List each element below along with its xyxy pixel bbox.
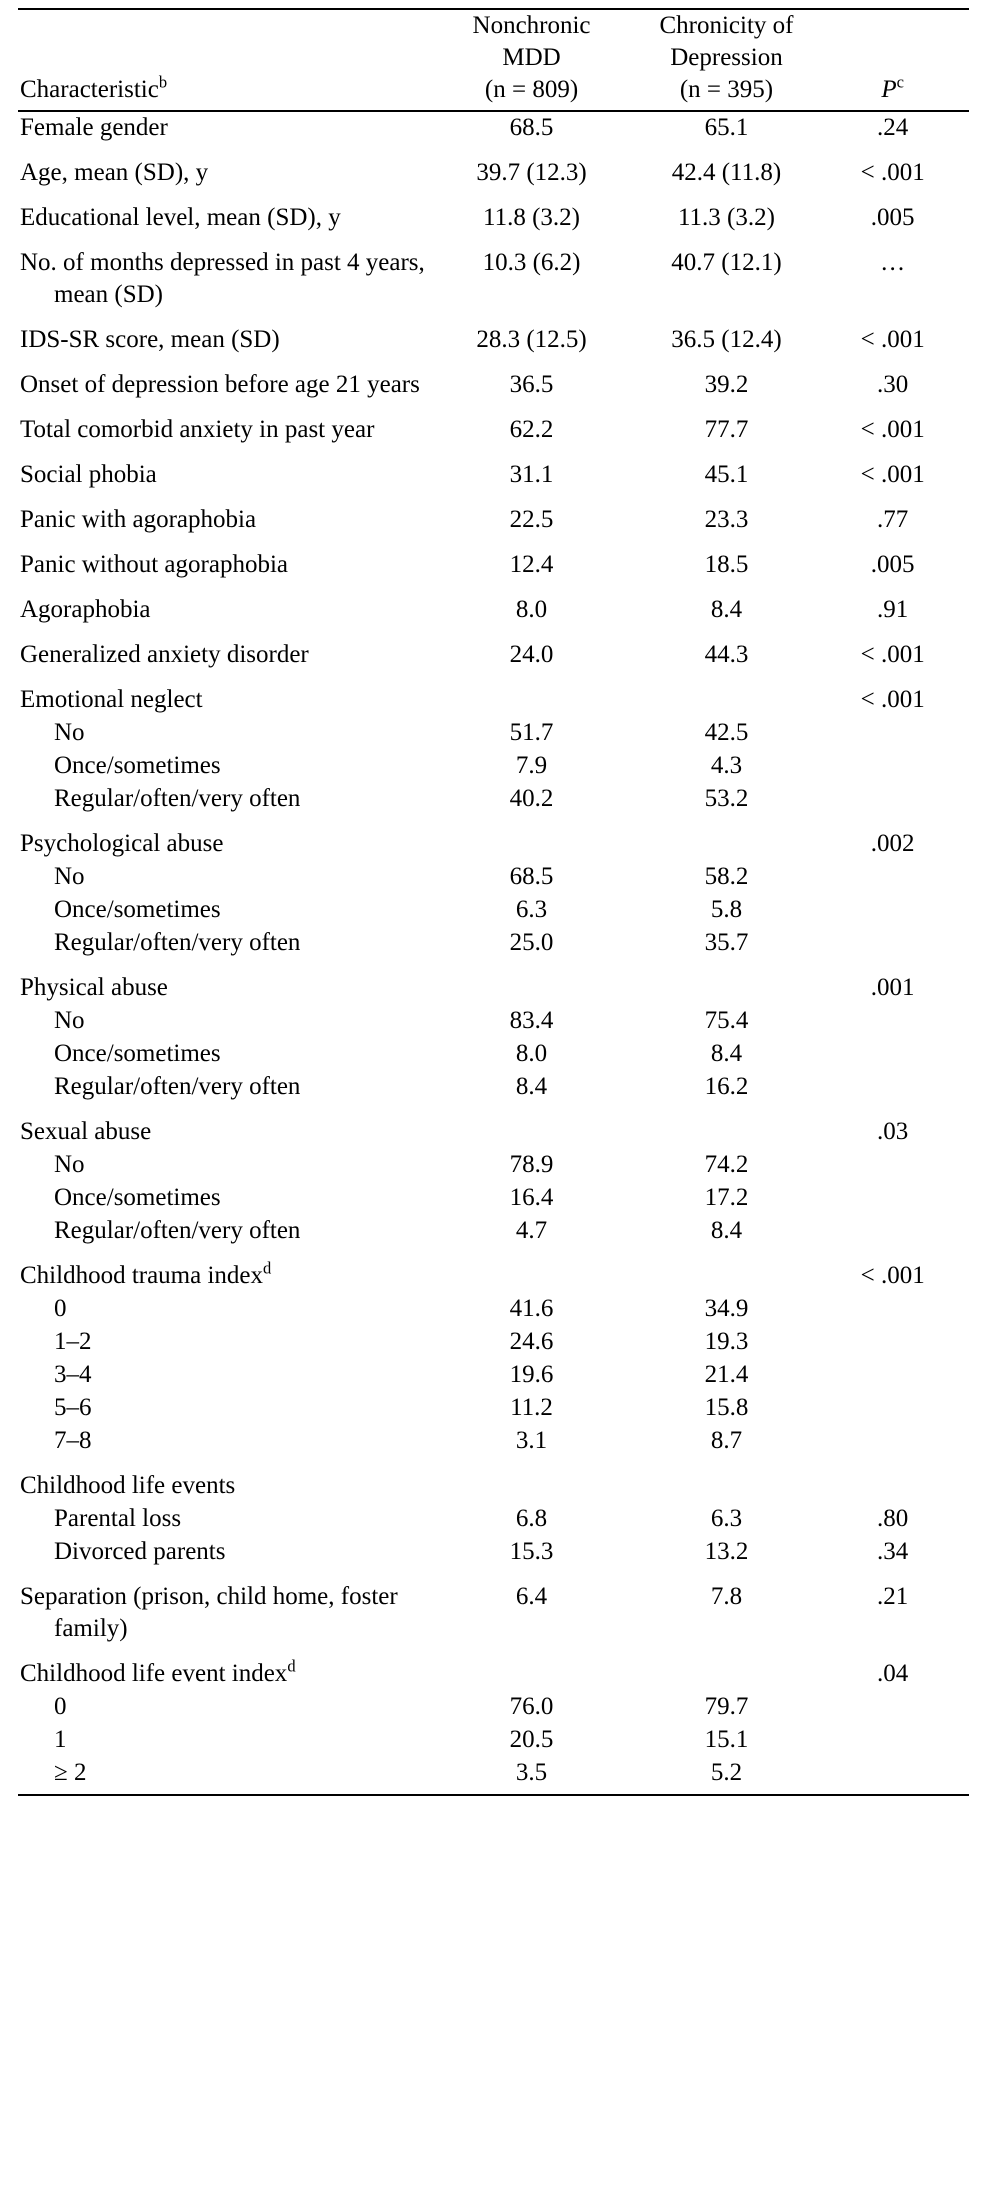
table-row bbox=[18, 1004, 969, 1037]
table-row bbox=[18, 446, 969, 491]
table-header bbox=[18, 9, 969, 111]
value-chronic bbox=[627, 959, 827, 1004]
row-label bbox=[18, 446, 436, 491]
row-label-text: 1–2 bbox=[54, 1328, 92, 1355]
value-chronic bbox=[627, 1103, 827, 1148]
value-chronic: 77.7 bbox=[704, 416, 749, 443]
value-chronic: 6.3 bbox=[710, 1505, 743, 1532]
column-header-nonchronic bbox=[436, 9, 626, 111]
row-label bbox=[18, 536, 436, 581]
characteristics-table bbox=[18, 8, 969, 1796]
value-nonchronic: 6.8 bbox=[515, 1505, 548, 1532]
table-row bbox=[18, 1292, 969, 1325]
value-pvalue bbox=[826, 926, 969, 959]
row-label bbox=[18, 893, 436, 926]
value-chronic: 15.1 bbox=[704, 1726, 749, 1753]
row-label bbox=[18, 1723, 436, 1756]
value-pvalue bbox=[826, 716, 969, 749]
value-nonchronic: 76.0 bbox=[509, 1693, 554, 1720]
footnote-marker-b: b bbox=[158, 72, 168, 92]
row-label bbox=[18, 111, 436, 144]
row-label-text: Separation (prison, child home, foster family) bbox=[20, 1583, 398, 1642]
column-header-characteristic bbox=[18, 9, 436, 111]
value-pvalue: .24 bbox=[877, 114, 909, 141]
value-nonchronic bbox=[436, 959, 626, 1004]
row-label-text: 0 bbox=[54, 1295, 67, 1322]
row-label bbox=[18, 1292, 436, 1325]
value-chronic: 74.2 bbox=[704, 1151, 749, 1178]
row-label bbox=[18, 1181, 436, 1214]
value-nonchronic: 25.0 bbox=[509, 929, 554, 956]
value-pvalue bbox=[826, 1292, 969, 1325]
value-pvalue: .005 bbox=[870, 551, 915, 578]
row-label-text: Generalized anxiety disorder bbox=[20, 641, 309, 668]
value-pvalue: .04 bbox=[877, 1660, 909, 1687]
row-label-text: Sexual abuse bbox=[20, 1118, 152, 1145]
value-nonchronic: 11.8 (3.2) bbox=[483, 204, 581, 231]
value-nonchronic: 19.6 bbox=[509, 1361, 554, 1388]
column-header-chronic bbox=[627, 9, 827, 111]
row-label bbox=[18, 1457, 436, 1502]
table-row bbox=[18, 1723, 969, 1756]
table-row bbox=[18, 1391, 969, 1424]
value-pvalue bbox=[826, 1037, 969, 1070]
value-chronic: 4.3 bbox=[710, 752, 743, 779]
table-row bbox=[18, 1037, 969, 1070]
table-row bbox=[18, 749, 969, 782]
table-row bbox=[18, 1214, 969, 1247]
value-pvalue bbox=[826, 782, 969, 815]
row-label bbox=[18, 782, 436, 815]
value-pvalue: < .001 bbox=[860, 416, 925, 443]
table-row bbox=[18, 1424, 969, 1457]
value-pvalue bbox=[826, 860, 969, 893]
value-nonchronic: 7.9 bbox=[515, 752, 548, 779]
row-label bbox=[18, 671, 436, 716]
value-nonchronic: 16.4 bbox=[509, 1184, 554, 1211]
row-label-text: Total comorbid anxiety in past year bbox=[20, 416, 375, 443]
value-nonchronic: 83.4 bbox=[509, 1007, 554, 1034]
value-pvalue bbox=[826, 1723, 969, 1756]
table-row bbox=[18, 189, 969, 234]
row-label-text: Female gender bbox=[20, 114, 168, 141]
value-pvalue: .91 bbox=[877, 596, 909, 623]
row-label-text: No bbox=[54, 863, 85, 890]
table-row bbox=[18, 1148, 969, 1181]
row-label-text: Psychological abuse bbox=[20, 830, 224, 857]
table-row bbox=[18, 111, 969, 144]
table-row bbox=[18, 1568, 969, 1645]
value-chronic bbox=[627, 1247, 827, 1292]
value-chronic: 34.9 bbox=[704, 1295, 749, 1322]
column-header-pvalue bbox=[826, 9, 969, 111]
table-row bbox=[18, 1645, 969, 1690]
value-chronic: 42.4 (11.8) bbox=[671, 159, 782, 186]
value-nonchronic: 6.3 bbox=[515, 896, 548, 923]
table-row bbox=[18, 401, 969, 446]
value-pvalue: .80 bbox=[877, 1505, 909, 1532]
value-chronic: 18.5 bbox=[704, 551, 749, 578]
value-nonchronic: 51.7 bbox=[509, 719, 554, 746]
value-pvalue bbox=[826, 1070, 969, 1103]
table-row bbox=[18, 626, 969, 671]
value-chronic: 8.4 bbox=[710, 596, 743, 623]
value-nonchronic: 4.7 bbox=[515, 1217, 548, 1244]
row-label-text: Panic with agoraphobia bbox=[20, 506, 257, 533]
value-pvalue: … bbox=[880, 249, 906, 276]
value-pvalue bbox=[826, 1457, 969, 1502]
value-chronic: 5.8 bbox=[710, 896, 743, 923]
row-label-text: Divorced parents bbox=[54, 1538, 226, 1565]
value-pvalue: < .001 bbox=[860, 641, 925, 668]
row-label bbox=[18, 1358, 436, 1391]
row-label-text: Social phobia bbox=[20, 461, 157, 488]
row-label bbox=[18, 234, 436, 311]
value-chronic: 21.4 bbox=[704, 1361, 749, 1388]
value-nonchronic: 28.3 (12.5) bbox=[476, 326, 587, 353]
value-nonchronic bbox=[436, 1645, 626, 1690]
row-label bbox=[18, 926, 436, 959]
value-chronic bbox=[627, 1457, 827, 1502]
row-label bbox=[18, 1690, 436, 1723]
row-label-text: 5–6 bbox=[54, 1394, 92, 1421]
table-row bbox=[18, 893, 969, 926]
value-pvalue bbox=[826, 893, 969, 926]
value-chronic: 45.1 bbox=[704, 461, 749, 488]
table-row bbox=[18, 860, 969, 893]
value-pvalue: < .001 bbox=[860, 686, 925, 713]
value-pvalue: .34 bbox=[877, 1538, 909, 1565]
value-pvalue bbox=[826, 1424, 969, 1457]
row-label bbox=[18, 1004, 436, 1037]
row-label-text: Once/sometimes bbox=[54, 752, 221, 779]
row-label-text: No bbox=[54, 719, 85, 746]
row-label-text: Parental loss bbox=[54, 1505, 182, 1532]
value-pvalue: .21 bbox=[877, 1583, 909, 1610]
value-chronic: 79.7 bbox=[704, 1693, 749, 1720]
value-nonchronic: 68.5 bbox=[509, 114, 554, 141]
table-row bbox=[18, 782, 969, 815]
table-row bbox=[18, 581, 969, 626]
table-header-row bbox=[18, 9, 969, 111]
table-row bbox=[18, 1502, 969, 1535]
column-header-pvalue-line3: $P^c$ bbox=[881, 72, 904, 103]
row-label bbox=[18, 1502, 436, 1535]
value-chronic: 11.3 (3.2) bbox=[677, 204, 775, 231]
column-header-characteristic-line3: Characteristic$^b$ bbox=[20, 72, 168, 103]
value-chronic: 65.1 bbox=[704, 114, 749, 141]
value-pvalue: .03 bbox=[877, 1118, 909, 1145]
table-body bbox=[18, 111, 969, 1795]
value-chronic: 58.2 bbox=[704, 863, 749, 890]
value-chronic: 39.2 bbox=[704, 371, 749, 398]
row-label bbox=[18, 1103, 436, 1148]
value-pvalue: .77 bbox=[877, 506, 909, 533]
table-row bbox=[18, 1070, 969, 1103]
value-nonchronic bbox=[436, 671, 626, 716]
row-label-text: No bbox=[54, 1007, 85, 1034]
row-label-text: 1 bbox=[54, 1726, 67, 1753]
row-label bbox=[18, 1424, 436, 1457]
row-label-text: 7–8 bbox=[54, 1427, 92, 1454]
row-label-text: 3–4 bbox=[54, 1361, 92, 1388]
value-chronic: 15.8 bbox=[704, 1394, 749, 1421]
row-label-text: Emotional neglect bbox=[20, 686, 203, 713]
row-label-text: Onset of depression before age 21 years bbox=[20, 371, 420, 398]
value-pvalue bbox=[826, 1004, 969, 1037]
value-pvalue: < .001 bbox=[860, 326, 925, 353]
row-label-text: Once/sometimes bbox=[54, 1040, 221, 1067]
value-nonchronic bbox=[436, 1247, 626, 1292]
row-label bbox=[18, 491, 436, 536]
value-chronic: 42.5 bbox=[704, 719, 749, 746]
value-pvalue: .30 bbox=[877, 371, 909, 398]
table-row bbox=[18, 536, 969, 581]
row-label bbox=[18, 1148, 436, 1181]
table-row bbox=[18, 1103, 969, 1148]
row-label bbox=[18, 1037, 436, 1070]
value-chronic: 8.4 bbox=[710, 1040, 743, 1067]
table-row bbox=[18, 671, 969, 716]
table-row bbox=[18, 491, 969, 536]
value-nonchronic: 78.9 bbox=[509, 1151, 554, 1178]
value-nonchronic: 31.1 bbox=[509, 461, 554, 488]
value-pvalue bbox=[826, 1391, 969, 1424]
row-label bbox=[18, 311, 436, 356]
value-nonchronic: 3.1 bbox=[515, 1427, 548, 1454]
value-chronic: 8.4 bbox=[710, 1217, 743, 1244]
row-label bbox=[18, 1535, 436, 1568]
row-label-text: Educational level, mean (SD), y bbox=[20, 204, 341, 231]
footnote-marker-c: c bbox=[896, 72, 904, 92]
table-row bbox=[18, 1756, 969, 1795]
row-label-text: Regular/often/very often bbox=[54, 1217, 301, 1244]
table-row bbox=[18, 1358, 969, 1391]
value-chronic: 5.2 bbox=[627, 1756, 827, 1795]
column-header-chronic-line1: Chronicity of bbox=[659, 12, 794, 39]
row-label bbox=[18, 1247, 436, 1292]
row-label bbox=[18, 189, 436, 234]
row-label-text: Childhood life events bbox=[20, 1472, 236, 1499]
row-label-text: Once/sometimes bbox=[54, 896, 221, 923]
value-nonchronic: 3.5 bbox=[436, 1756, 626, 1795]
column-header-chronic-line3: (n = 395) bbox=[679, 76, 774, 103]
table-row bbox=[18, 1535, 969, 1568]
table-row bbox=[18, 1181, 969, 1214]
value-nonchronic: 36.5 bbox=[509, 371, 554, 398]
row-label bbox=[18, 959, 436, 1004]
value-nonchronic: 12.4 bbox=[509, 551, 554, 578]
value-pvalue bbox=[826, 1148, 969, 1181]
value-nonchronic: 20.5 bbox=[509, 1726, 554, 1753]
footnote-marker-d: d bbox=[263, 1258, 272, 1278]
table-row bbox=[18, 1247, 969, 1292]
value-nonchronic: 40.2 bbox=[509, 785, 554, 812]
table-row bbox=[18, 144, 969, 189]
value-chronic: 44.3 bbox=[704, 641, 749, 668]
value-pvalue: < .001 bbox=[860, 461, 925, 488]
footnote-marker-d: d bbox=[287, 1656, 296, 1676]
value-pvalue: < .001 bbox=[860, 159, 925, 186]
value-pvalue bbox=[826, 1325, 969, 1358]
row-label-text: Regular/often/very often bbox=[54, 1073, 301, 1100]
table-row bbox=[18, 234, 969, 311]
row-label-text: Age, mean (SD), y bbox=[20, 159, 209, 186]
row-label bbox=[18, 749, 436, 782]
value-chronic bbox=[627, 671, 827, 716]
value-chronic: 75.4 bbox=[704, 1007, 749, 1034]
row-label-text: Regular/often/very often bbox=[54, 929, 301, 956]
row-label bbox=[18, 1391, 436, 1424]
value-chronic: 8.7 bbox=[710, 1427, 743, 1454]
row-label bbox=[18, 356, 436, 401]
value-pvalue: .001 bbox=[870, 974, 915, 1001]
value-nonchronic: 24.0 bbox=[509, 641, 554, 668]
value-nonchronic: 8.4 bbox=[515, 1073, 548, 1100]
row-label bbox=[18, 1756, 436, 1795]
row-label bbox=[18, 401, 436, 446]
column-header-nonchronic-line1: Nonchronic bbox=[472, 12, 591, 39]
table-row bbox=[18, 959, 969, 1004]
row-label-text: 0 bbox=[54, 1693, 67, 1720]
value-pvalue bbox=[826, 1690, 969, 1723]
value-nonchronic: 22.5 bbox=[509, 506, 554, 533]
table-row bbox=[18, 716, 969, 749]
value-nonchronic: 10.3 (6.2) bbox=[482, 249, 581, 276]
row-label bbox=[18, 144, 436, 189]
value-nonchronic: 15.3 bbox=[509, 1538, 554, 1565]
table-row bbox=[18, 311, 969, 356]
value-nonchronic: 8.0 bbox=[515, 1040, 548, 1067]
value-pvalue bbox=[826, 1756, 969, 1795]
value-pvalue bbox=[826, 749, 969, 782]
value-chronic: 35.7 bbox=[704, 929, 749, 956]
value-pvalue bbox=[826, 1181, 969, 1214]
value-chronic: 19.3 bbox=[704, 1328, 749, 1355]
row-label-text: Agoraphobia bbox=[20, 596, 151, 623]
value-nonchronic: 62.2 bbox=[509, 416, 554, 443]
row-label bbox=[18, 626, 436, 671]
row-label-text: Panic without agoraphobia bbox=[20, 551, 288, 578]
row-label-text: Regular/often/very often bbox=[54, 785, 301, 812]
column-header-nonchronic-line3: (n = 809) bbox=[484, 76, 579, 103]
row-label-text: Physical abuse bbox=[20, 974, 168, 1001]
table-row bbox=[18, 815, 969, 860]
column-header-nonchronic-line2: MDD bbox=[502, 44, 561, 71]
value-nonchronic: 6.4 bbox=[515, 1583, 548, 1610]
value-nonchronic: 24.6 bbox=[509, 1328, 554, 1355]
row-label-text: ≥ 2 bbox=[54, 1759, 87, 1786]
value-nonchronic bbox=[436, 1457, 626, 1502]
row-label-text: Childhood trauma index$^d$ bbox=[20, 1258, 272, 1289]
value-pvalue bbox=[826, 1214, 969, 1247]
row-label-text: IDS-SR score, mean (SD) bbox=[20, 326, 280, 353]
value-chronic: 36.5 (12.4) bbox=[671, 326, 782, 353]
value-chronic: 53.2 bbox=[704, 785, 749, 812]
value-chronic: 13.2 bbox=[704, 1538, 749, 1565]
table-row bbox=[18, 1325, 969, 1358]
value-nonchronic bbox=[436, 1103, 626, 1148]
value-chronic: 17.2 bbox=[704, 1184, 749, 1211]
value-pvalue bbox=[826, 1358, 969, 1391]
value-pvalue: < .001 bbox=[860, 1262, 925, 1289]
value-nonchronic: 11.2 bbox=[510, 1394, 553, 1421]
table-row bbox=[18, 1690, 969, 1723]
table-row bbox=[18, 1457, 969, 1502]
value-nonchronic bbox=[436, 815, 626, 860]
value-pvalue: .005 bbox=[870, 204, 915, 231]
table-row bbox=[18, 356, 969, 401]
row-label bbox=[18, 1070, 436, 1103]
row-label-text: No. of months depressed in past 4 years, mean (SD) bbox=[20, 249, 425, 308]
row-label bbox=[18, 815, 436, 860]
table-row bbox=[18, 926, 969, 959]
column-header-chronic-line2: Depression bbox=[670, 44, 783, 71]
value-chronic: 7.8 bbox=[710, 1583, 743, 1610]
row-label bbox=[18, 1568, 436, 1645]
value-chronic: 40.7 (12.1) bbox=[671, 249, 782, 276]
row-label-text: Once/sometimes bbox=[54, 1184, 221, 1211]
value-chronic bbox=[627, 815, 827, 860]
value-chronic bbox=[627, 1645, 827, 1690]
row-label-text: No bbox=[54, 1151, 85, 1178]
row-label bbox=[18, 716, 436, 749]
row-label-text: Childhood life event index$^d$ bbox=[20, 1656, 296, 1687]
value-nonchronic: 41.6 bbox=[509, 1295, 554, 1322]
value-chronic: 23.3 bbox=[704, 506, 749, 533]
value-nonchronic: 68.5 bbox=[509, 863, 554, 890]
value-chronic: 16.2 bbox=[704, 1073, 749, 1100]
row-label bbox=[18, 1214, 436, 1247]
row-label bbox=[18, 1325, 436, 1358]
value-pvalue: .002 bbox=[870, 830, 915, 857]
row-label bbox=[18, 860, 436, 893]
row-label bbox=[18, 581, 436, 626]
row-label bbox=[18, 1645, 436, 1690]
value-nonchronic: 8.0 bbox=[515, 596, 548, 623]
value-nonchronic: 39.7 (12.3) bbox=[476, 159, 587, 186]
